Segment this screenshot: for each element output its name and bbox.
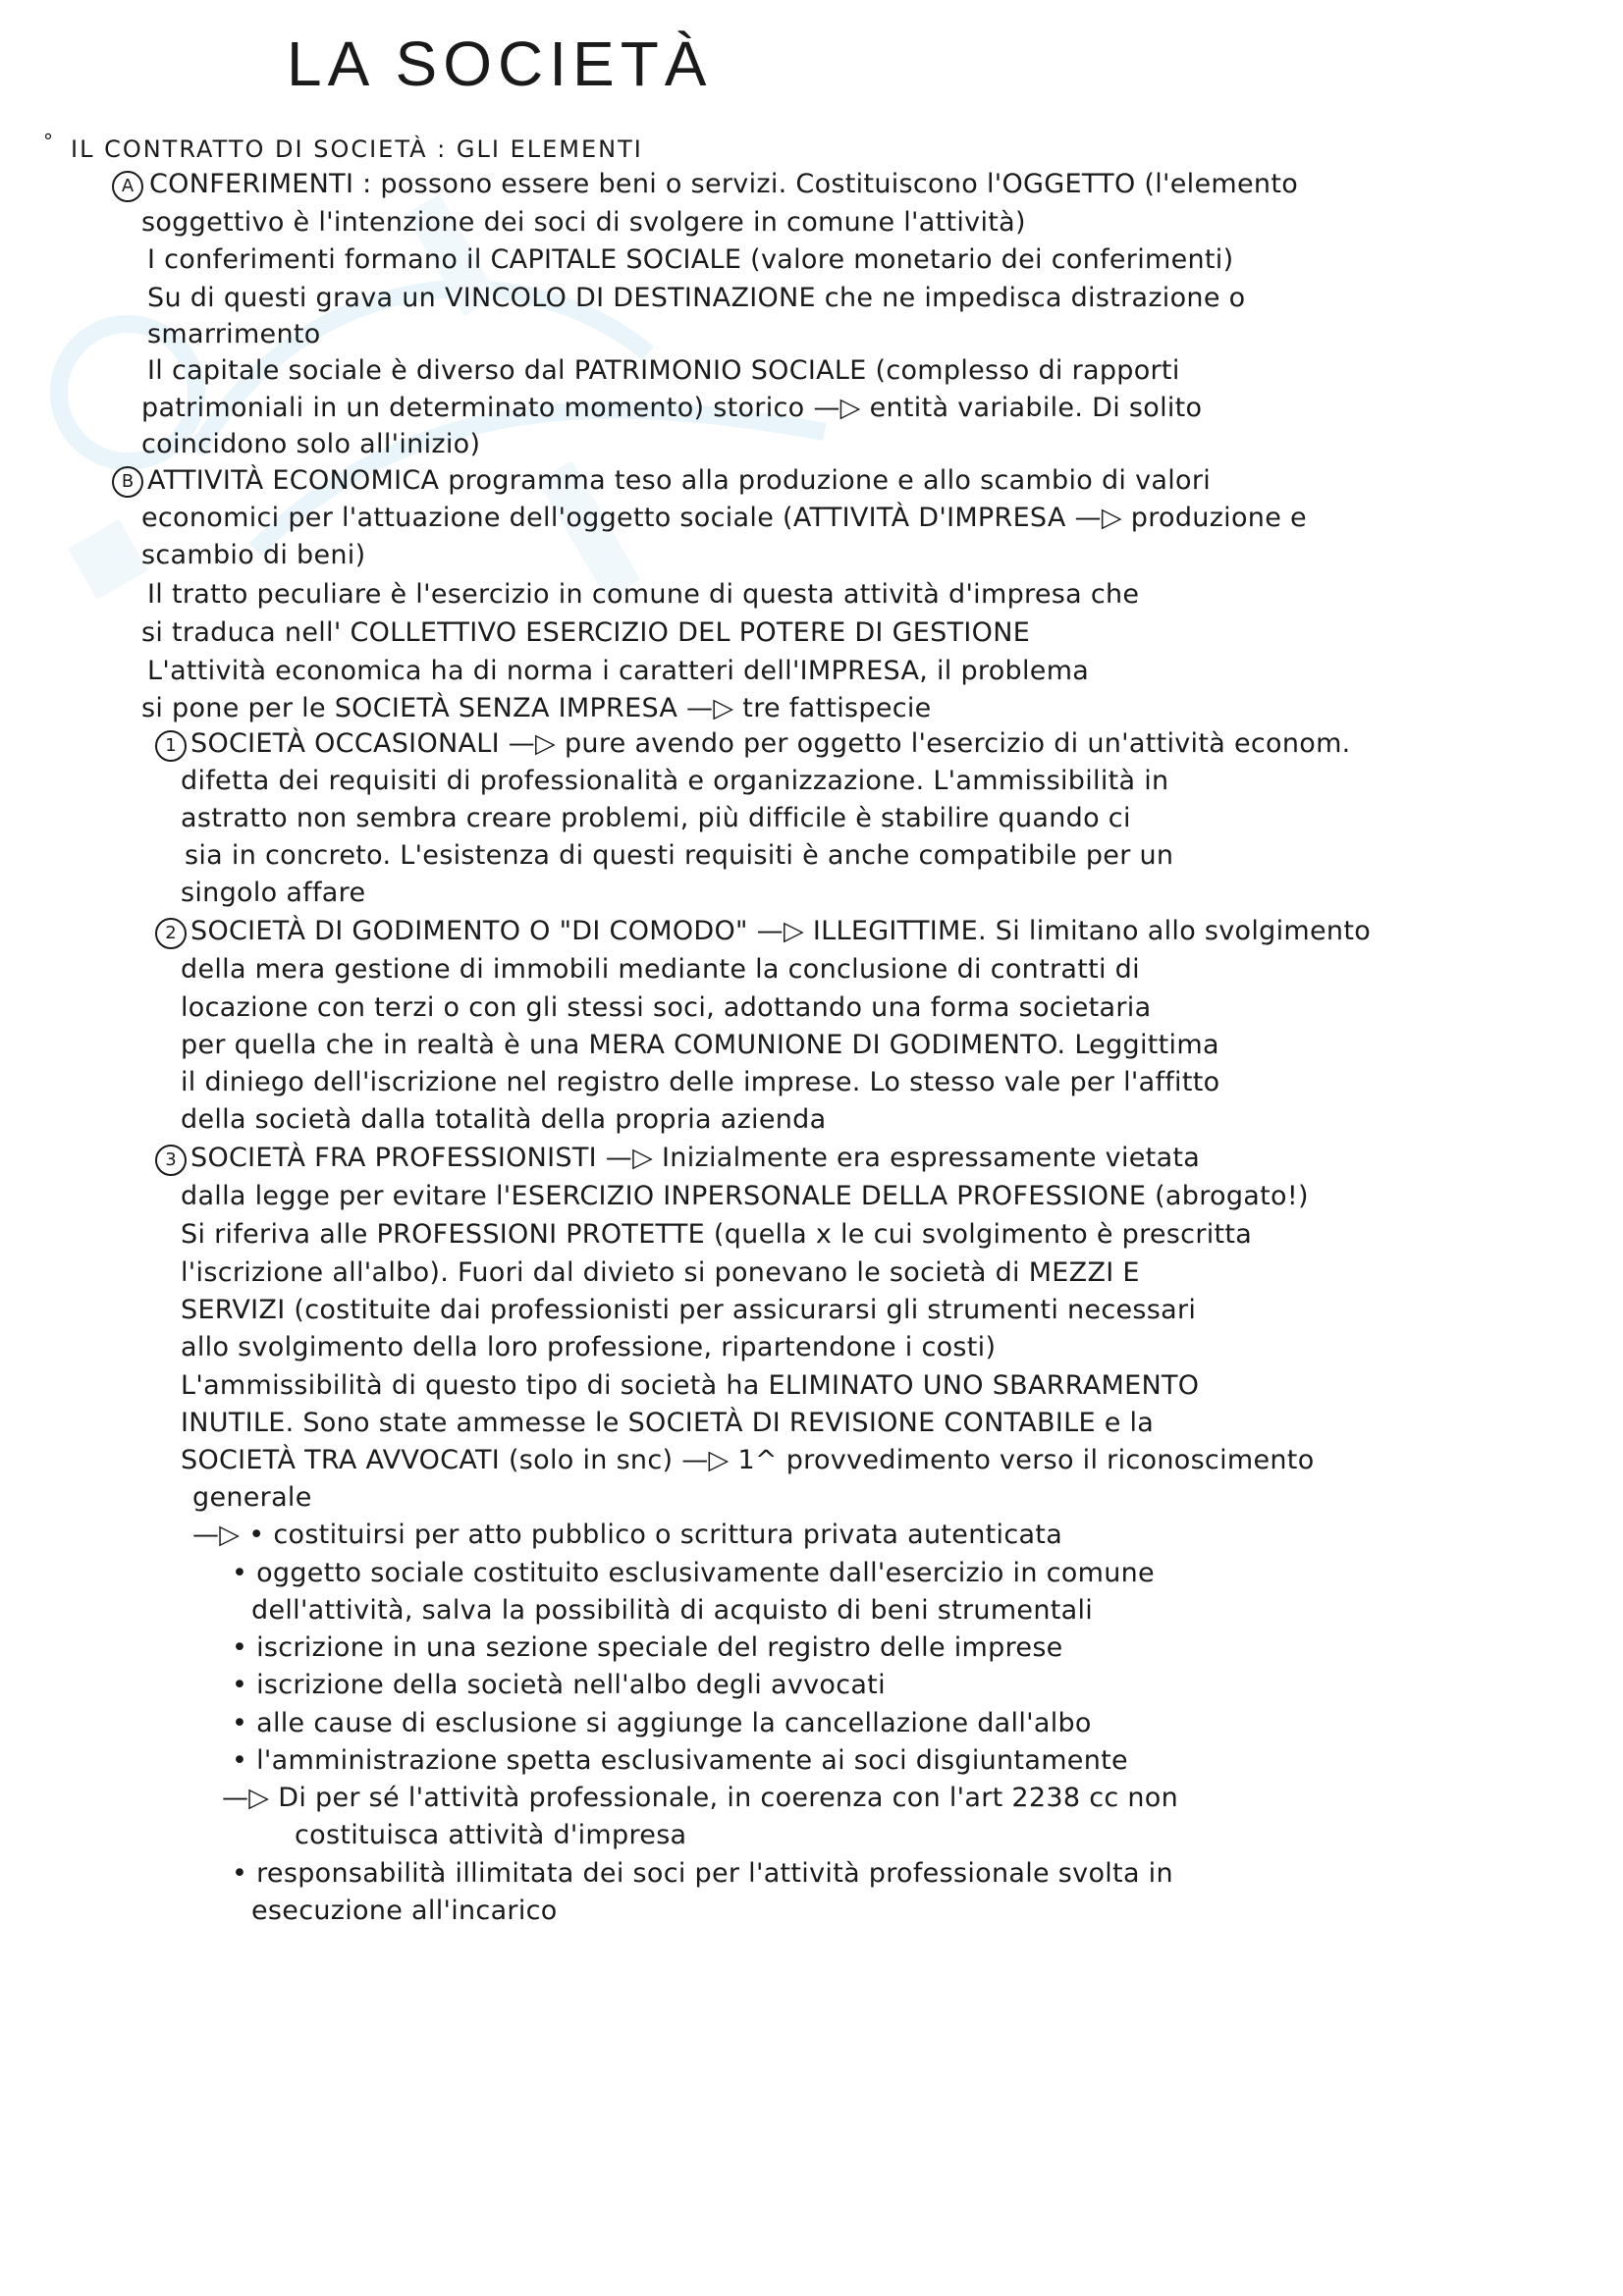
text-line: coincidono solo all'inizio) (141, 429, 481, 459)
bullet-line: esecuzione all'incarico (251, 1896, 558, 1926)
text-line: l'iscrizione all'albo). Fuori dal divieto si ponevano le società di MEZZI E (181, 1257, 1140, 1288)
bullet-line: costituisca attività d'impresa (295, 1820, 687, 1850)
text-line: patrimoniali in un determinato momento) storico —▷ entità variabile. Di solito (141, 393, 1203, 423)
section-header: IL CONTRATTO DI SOCIETÀ : GLI ELEMENTI (71, 135, 643, 163)
text-line: Si riferiva alle PROFESSIONI PROTETTE (quella x le cui svolgimento è prescritta (181, 1219, 1253, 1250)
page-title: LA SOCIETÀ (287, 28, 713, 99)
text-line: Il capitale sociale è diverso dal PATRIMONIO SOCIALE (complesso di rapporti (147, 355, 1180, 386)
bullet-line: • alle cause di esclusione si aggiunge la cancellazione dall'albo (232, 1708, 1092, 1738)
text-line: difetta dei requisiti di professionalità e organizzazione. L'ammissibilità in (181, 766, 1169, 796)
text-line: SOCIETÀ FRA PROFESSIONISTI —▷ Inizialmente era espressamente vietata (190, 1143, 1201, 1173)
text-line: generale (192, 1482, 312, 1513)
text-line: si pone per le SOCIETÀ SENZA IMPRESA —▷ tre fattispecie (141, 693, 932, 723)
section-a-marker: A (112, 171, 143, 202)
bullet-line: dell'attività, salva la possibilità di acquisto di beni strumentali (251, 1595, 1094, 1626)
text-line: CONFERIMENTI : possono essere beni o servizi. Costituiscono l'OGGETTO (l'elemento (149, 169, 1299, 199)
text-line: dalla legge per evitare l'ESERCIZIO INPERSONALE DELLA PROFESSIONE (abrogato!) (181, 1181, 1309, 1211)
bullet-line: • iscrizione in una sezione speciale del registro delle imprese (232, 1632, 1063, 1663)
text-line: smarrimento (147, 319, 321, 349)
text-line: singolo affare (181, 878, 366, 908)
sub-marker-2: 2 (155, 918, 187, 949)
bullet-line: • oggetto sociale costituito esclusivamente dall'esercizio in comune (232, 1558, 1155, 1588)
text-line: INUTILE. Sono state ammesse le SOCIETÀ DI REVISIONE CONTABILE e la (181, 1408, 1155, 1438)
text-line: si traduca nell' COLLETTIVO ESERCIZIO DEL POTERE DI GESTIONE (141, 617, 1031, 648)
bullet-line: —▷ • costituirsi per atto pubblico o scrittura privata autenticata (192, 1520, 1063, 1550)
text-line: L'attività economica ha di norma i caratteri dell'IMPRESA, il problema (147, 656, 1090, 686)
text-line: L'ammissibilità di questo tipo di società ha ELIMINATO UNO SBARRAMENTO (181, 1370, 1200, 1401)
section-b-marker: B (112, 466, 143, 498)
bullet-line: • responsabilità illimitata dei soci per l'attività professionale svolta in (232, 1858, 1173, 1889)
text-line: I conferimenti formano il CAPITALE SOCIALE (valore monetario dei conferimenti) (147, 244, 1234, 275)
text-line: locazione con terzi o con gli stessi soci, adottando una forma societaria (181, 992, 1152, 1023)
bullet-line: • l'amministrazione spetta esclusivamente ai soci disgiuntamente (232, 1745, 1128, 1776)
header-bullet: ° (43, 130, 53, 153)
sub-marker-3: 3 (155, 1145, 187, 1176)
text-line: SOCIETÀ DI GODIMENTO O "DI COMODO" —▷ ILLEGITTIME. Si limitano allo svolgimento (190, 916, 1372, 946)
text-line: economici per l'attuazione dell'oggetto sociale (ATTIVITÀ D'IMPRESA —▷ produzione e (141, 503, 1307, 533)
sub-marker-1: 1 (155, 730, 187, 762)
text-line: astratto non sembra creare problemi, più difficile è stabilire quando ci (181, 803, 1131, 833)
text-line: sia in concreto. L'esistenza di questi requisiti è anche compatibile per un (185, 840, 1174, 871)
bullet-line: —▷ Di per sé l'attività professionale, in coerenza con l'art 2238 cc non (222, 1783, 1179, 1813)
text-line: allo svolgimento della loro professione, ripartendone i costi) (181, 1332, 997, 1362)
text-line: Su di questi grava un VINCOLO DI DESTINAZIONE che ne impedisca distrazione o (147, 283, 1246, 313)
text-line: soggettivo è l'intenzione dei soci di svolgere in comune l'attività) (141, 207, 1026, 238)
text-line: della società dalla totalità della propria azienda (181, 1104, 827, 1135)
text-line: per quella che in realtà è una MERA COMUNIONE DI GODIMENTO. Leggittima (181, 1030, 1219, 1060)
text-line: ATTIVITÀ ECONOMICA programma teso alla produzione e allo scambio di valori (147, 465, 1212, 496)
text-line: scambio di beni) (141, 540, 366, 570)
bullet-line: • iscrizione della società nell'albo degli avvocati (232, 1670, 886, 1700)
text-line: il diniego dell'iscrizione nel registro delle imprese. Lo stesso vale per l'affitto (181, 1067, 1220, 1097)
text-line: SERVIZI (costituite dai professionisti per assicurarsi gli strumenti necessari (181, 1295, 1197, 1325)
text-line: SOCIETÀ TRA AVVOCATI (solo in snc) —▷ 1^ provvedimento verso il riconoscimento (181, 1445, 1315, 1475)
text-line: SOCIETÀ OCCASIONALI —▷ pure avendo per oggetto l'esercizio di un'attività econom. (190, 728, 1351, 759)
text-line: della mera gestione di immobili mediante la conclusione di contratti di (181, 954, 1140, 985)
text-line: Il tratto peculiare è l'esercizio in comune di questa attività d'impresa che (147, 579, 1140, 610)
